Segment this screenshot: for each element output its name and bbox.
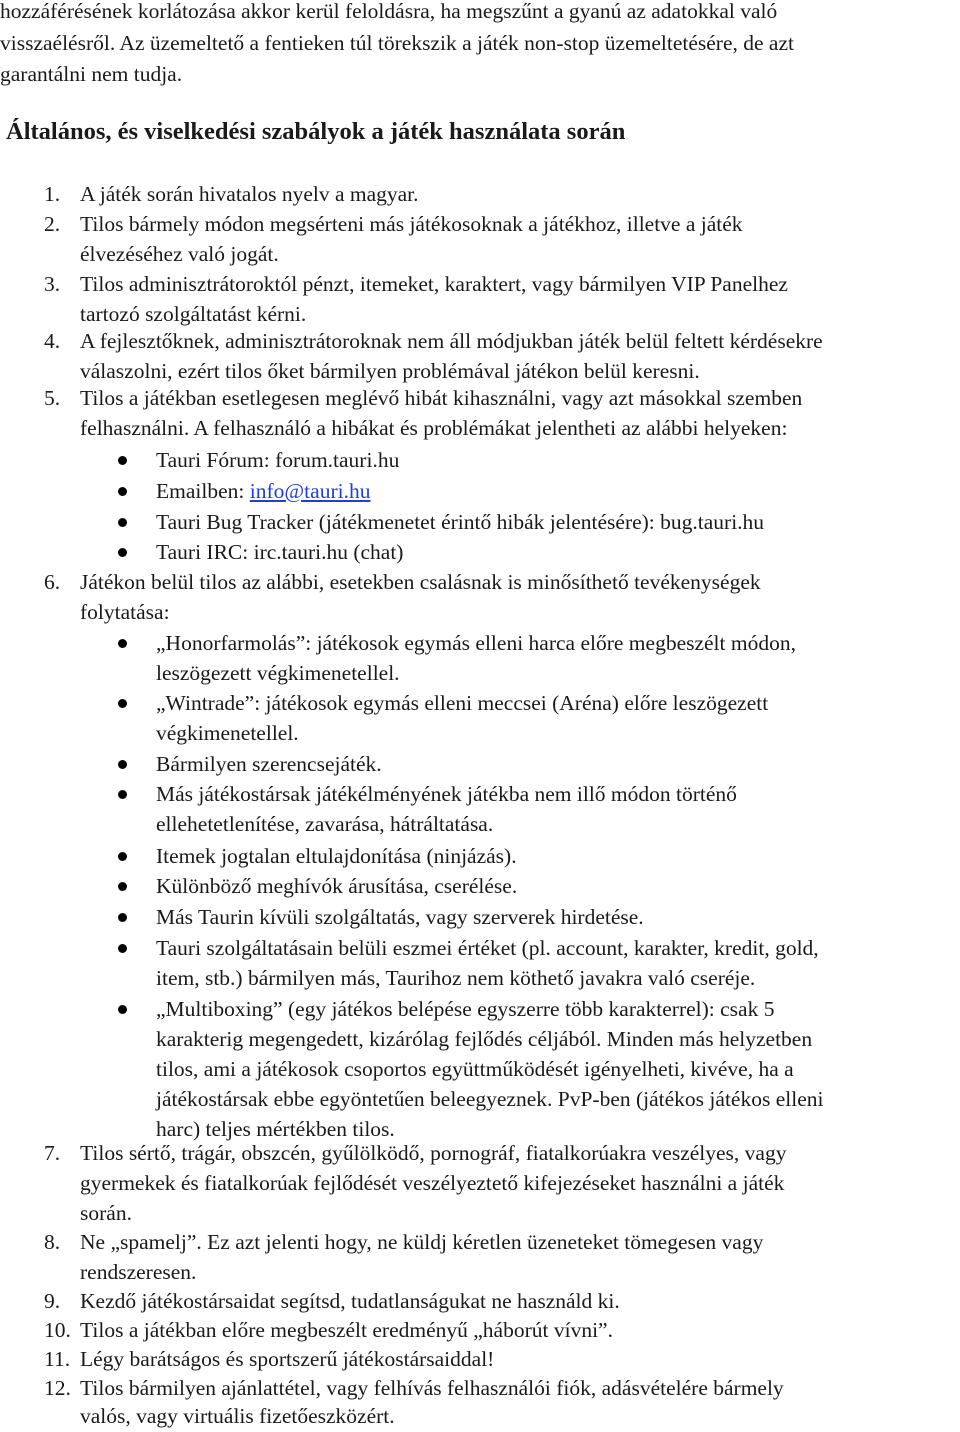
rule-text: rendszeresen.: [80, 1260, 197, 1284]
rule-text: Játékon belül tilos az alábbi, esetekben csalásnak is minősíthető tevékenységek: [80, 570, 761, 594]
rule-number: 10.: [44, 1318, 71, 1342]
rule-text: Ne „spamelj”. Ez azt jelenti hogy, ne küldj kéretlen üzeneteket tömegesen vagy: [80, 1230, 764, 1254]
list-item: Tauri IRC: irc.tauri.hu (chat): [156, 540, 404, 564]
rule-text: gyermekek és fiatalkorúak fejlődését veszélyeztető kifejezéseket használni a játék: [80, 1171, 785, 1195]
list-item-email: [156, 476, 370, 506]
bullet-icon: [118, 518, 127, 527]
rule-text: Légy barátságos és sportszerű játékostársaiddal!: [80, 1347, 495, 1371]
bullet-icon: [118, 790, 127, 799]
rule-number: 5.: [44, 386, 61, 410]
bullet-icon: [118, 548, 127, 557]
rule-text: Tilos bármely módon megsérteni más játékosoknak a játékhoz, illetve a játék: [80, 212, 743, 236]
list-item-cont: végkimenetellel.: [156, 721, 299, 745]
rule-number: 9.: [44, 1289, 61, 1313]
rule-number: 8.: [44, 1230, 61, 1254]
rule-text: Tilos a játékban esetlegesen meglévő hibát kihasználni, vagy azt másokkal szemben: [80, 386, 803, 410]
list-item: „Multiboxing” (egy játékos belépése egyszerre több karakterrel): csak 5: [156, 997, 775, 1021]
intro-line: visszaélésről. Az üzemeltető a fentieken túl törekszik a játék non-stop üzemeltetésére, de azt: [0, 31, 794, 55]
rule-text: A játék során hivatalos nyelv a magyar.: [80, 182, 419, 206]
section-heading: Általános, és viselkedési szabályok a játék használata során: [6, 118, 626, 145]
rule-number: 2.: [44, 212, 61, 236]
bullet-icon: [118, 487, 127, 496]
list-item: Itemek jogtalan eltulajdonítása (ninjázás).: [156, 844, 517, 868]
rule-text: A fejlesztőknek, adminisztrátoroknak nem áll módjukban játék belül feltett kérdésekre: [80, 329, 823, 353]
rule-text: tartozó szolgáltatást kérni.: [80, 302, 307, 326]
list-item: Tauri Bug Tracker (játékmenetet érintő hibák jelentésére): bug.tauri.hu: [156, 510, 765, 534]
list-item-cont: harc) teljes mértékben tilos.: [156, 1117, 395, 1141]
rule-number: 4.: [44, 329, 61, 353]
list-item: Különböző meghívók árusítása, cserélése.: [156, 874, 518, 898]
rule-number: 3.: [44, 272, 61, 296]
list-item-cont: játékostársak ebbe egyöntetűen beleegyeznek. PvP-ben (játékos játékos elleni: [156, 1087, 824, 1111]
rule-number: 11.: [44, 1347, 71, 1371]
bullet-icon: [118, 944, 127, 953]
list-item: Tauri Fórum: forum.tauri.hu: [156, 448, 400, 472]
rule-number: 7.: [44, 1141, 61, 1165]
bullet-icon: [118, 760, 127, 769]
rule-number: 12.: [44, 1376, 71, 1400]
list-item-cont: ellehetetlenítése, zavarása, hátráltatása.: [156, 812, 494, 836]
list-item-cont: karakterig megengedett, kizárólag fejlődés céljából. Minden más helyzetben: [156, 1027, 813, 1051]
rule-number: 1.: [44, 182, 61, 206]
email-label: Emailben:: [156, 479, 250, 503]
rule-text: felhasználni. A felhasználó a hibákat és problémákat jelentheti az alábbi helyeken:: [80, 416, 788, 440]
bullet-icon: [118, 1005, 127, 1014]
rule-text: folytatása:: [80, 600, 170, 624]
rule-text: Tilos adminisztrátoroktól pénzt, itemeket, karaktert, vagy bármilyen VIP Panelhez: [80, 272, 788, 296]
list-item-cont: leszögezett végkimenetellel.: [156, 661, 400, 685]
rule-text: Tilos bármilyen ajánlattétel, vagy felhívás felhasználói fiók, adásvételére bármely: [80, 1376, 784, 1400]
rule-number: 6.: [44, 570, 61, 594]
bullet-icon: [118, 699, 127, 708]
list-item-cont: item, stb.) bármilyen más, Taurihoz nem köthető javakra való cseréje.: [156, 966, 756, 990]
email-link[interactable]: info@tauri.hu: [249, 479, 371, 503]
list-item: Más játékostársak játékélményének játékba nem illő módon történő: [156, 782, 737, 806]
list-item: „Wintrade”: játékosok egymás elleni meccsei (Aréna) előre leszögezett: [156, 691, 769, 715]
bullet-icon: [118, 882, 127, 891]
list-item: Tauri szolgáltatásain belüli eszmei értéket (pl. account, karakter, kredit, gold,: [156, 936, 819, 960]
bullet-icon: [118, 852, 127, 861]
rule-text: válaszolni, ezért tilos őket bármilyen problémával játékon belül keresni.: [80, 359, 700, 383]
rule-text: valós, vagy virtuális fizetőeszközért.: [80, 1404, 395, 1428]
bullet-icon: [118, 913, 127, 922]
rule-text: során.: [80, 1201, 132, 1225]
rule-text: Tilos a játékban előre megbeszélt eredményű „háborút vívni”.: [80, 1318, 613, 1342]
rule-text: Kezdő játékostársaidat segítsd, tudatlanságukat ne használd ki.: [80, 1289, 620, 1313]
list-item: Bármilyen szerencsejáték.: [156, 752, 382, 776]
list-item: „Honorfarmolás”: játékosok egymás elleni harca előre megbeszélt módon,: [156, 631, 796, 655]
intro-line: hozzáférésének korlátozása akkor kerül feloldásra, ha megszűnt a gyanú az adatokkal való: [0, 0, 778, 23]
intro-line: garantálni nem tudja.: [0, 62, 183, 86]
rule-text: élvezéséhez való jogát.: [80, 242, 279, 266]
list-item-cont: tilos, ami a játékosok csoportos együttműködését igényelheti, kivéve, ha a: [156, 1057, 794, 1081]
list-item: Más Taurin kívüli szolgáltatás, vagy szerverek hirdetése.: [156, 905, 644, 929]
rule-text: Tilos sértő, trágár, obszcén, gyűlölködő, pornográf, fiatalkorúakra veszélyes, vagy: [80, 1141, 787, 1165]
bullet-icon: [118, 639, 127, 648]
bullet-icon: [118, 456, 127, 465]
